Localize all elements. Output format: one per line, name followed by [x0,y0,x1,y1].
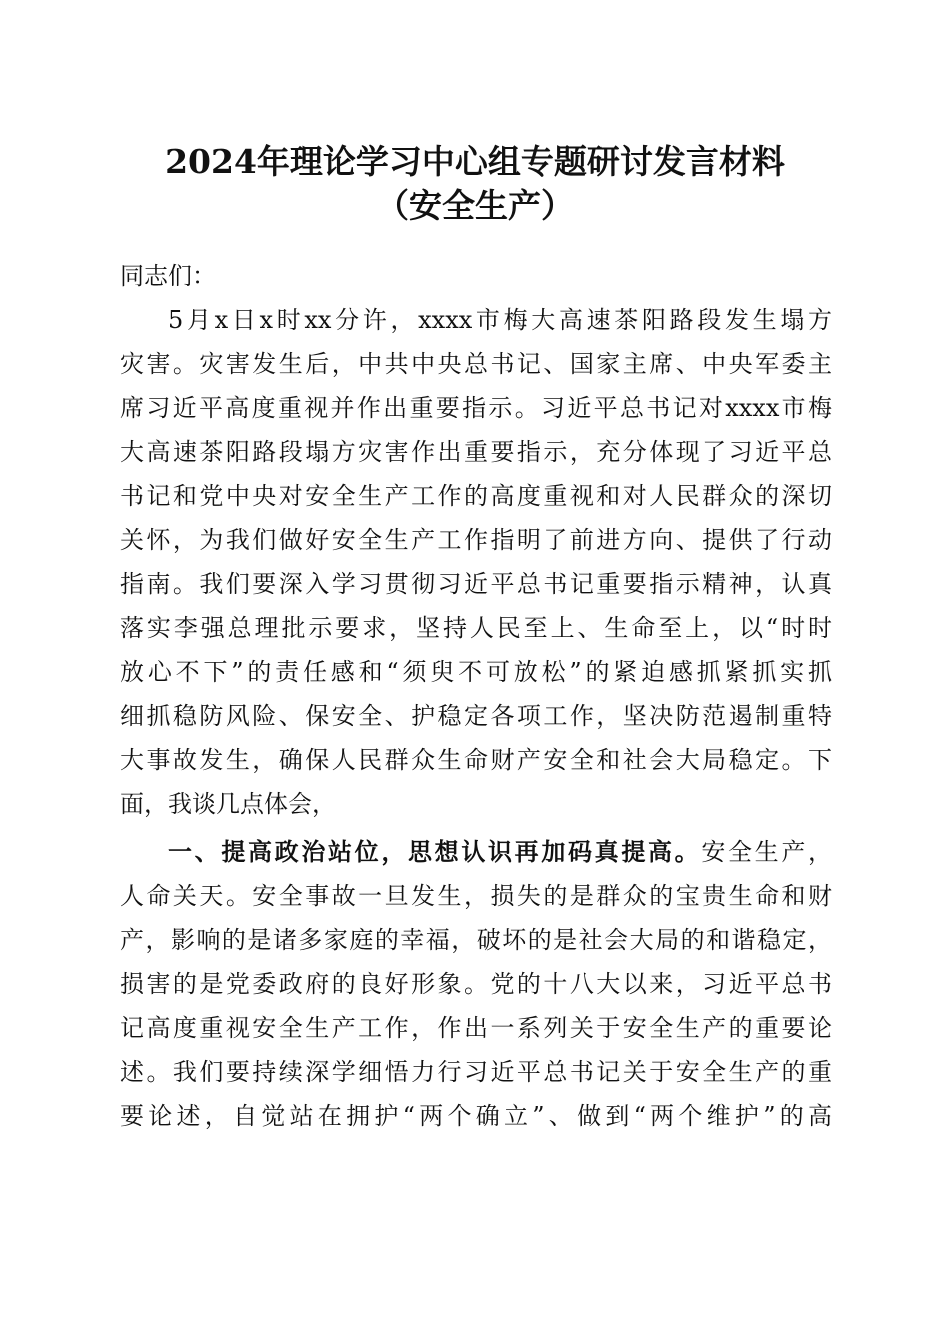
paragraph-1-line: 放心不下”的责任感和“须臾不可放松”的紧迫感抓紧抓实抓 [120,658,832,686]
paragraph-1-line: 面，我谈几点体会， [120,790,336,818]
paragraph-1-line: 关怀，为我们做好安全生产工作指明了前进方向、提供了行动 [120,526,832,554]
paragraph-2-line: 损害的是党委政府的良好形象。党的十八大以来，习近平总书 [120,970,832,998]
paragraph-2-line: 记高度重视安全生产工作，作出一系列关于安全生产的重要论 [120,1014,832,1042]
paragraph-2-line: 述。我们要持续深学细悟力行习近平总书记关于安全生产的重 [120,1058,832,1086]
paragraph-1-line: 5月x日x时xx分许，xxxx市梅大高速茶阳路段发生塌方 [168,306,832,334]
paragraph-1-line: 大高速茶阳路段塌方灾害作出重要指示，充分体现了习近平总 [120,438,832,466]
paragraph-2-line: 产，影响的是诸多家庭的幸福，破坏的是社会大局的和谐稳定， [120,926,832,954]
paragraph-1-line: 细抓稳防风险、保安全、护稳定各项工作，坚决防范遏制重特 [120,702,832,730]
paragraph-2-line: 要论述，自觉站在拥护“两个确立”、做到“两个维护”的高 [120,1102,832,1130]
salutation: 同志们： [120,262,216,290]
paragraph-1-line: 书记和党中央对安全生产工作的高度重视和对人民群众的深切 [120,482,832,510]
paragraph-2-line: 人命关天。安全事故一旦发生，损失的是群众的宝贵生命和财 [120,882,832,910]
document-subtitle: （安全生产） [376,186,574,225]
document-title: 2024年理论学习中心组专题研讨发言材料 [165,142,785,181]
paragraph-1-line: 大事故发生，确保人民群众生命财产安全和社会大局稳定。下 [120,746,832,774]
paragraph-1-line: 灾害。灾害发生后，中共中央总书记、国家主席、中央军委主 [120,350,832,378]
paragraph-1-line: 指南。我们要深入学习贯彻习近平总书记重要指示精神，认真 [120,570,832,598]
paragraph-2-first-line [168,830,832,874]
paragraph-1-line: 席习近平高度重视并作出重要指示。习近平总书记对xxxx市梅 [120,394,832,422]
paragraph-2-text: 安全生产， [701,838,833,866]
section-heading: 一、提高政治站位，思想认识再加码真提高。 [168,838,702,866]
paragraph-1-line: 落实李强总理批示要求，坚持人民至上、生命至上，以“时时 [120,614,832,642]
